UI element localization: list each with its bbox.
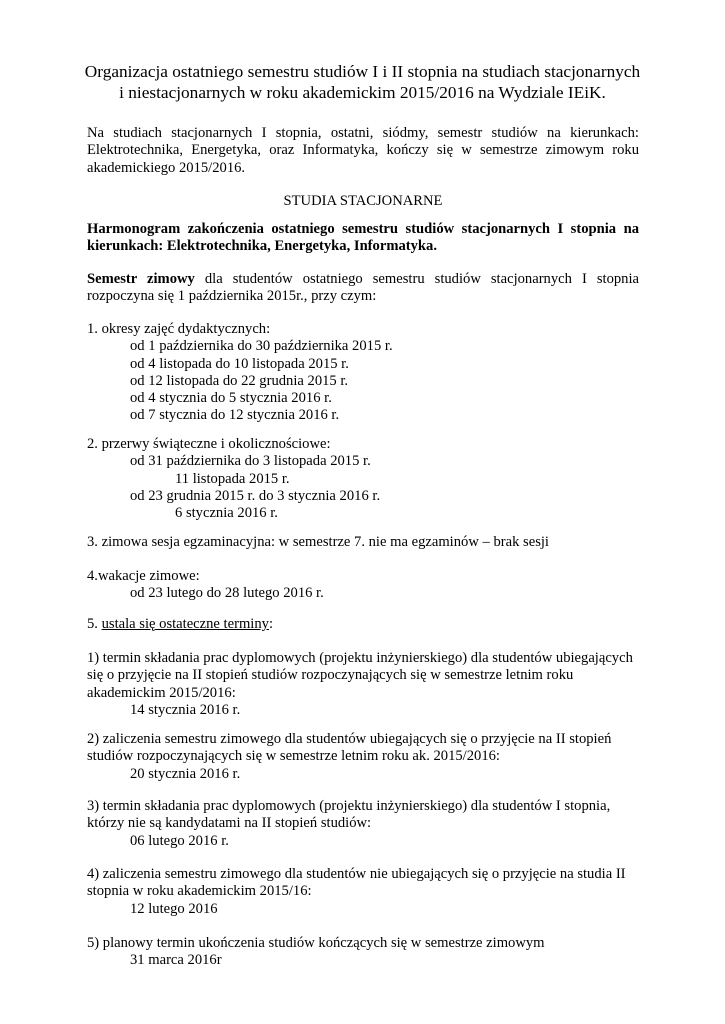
deadline-2-line-1: 2) zaliczenia semestru zimowego dla studentów ubiegających się o przyjęcie na II stopień — [87, 731, 612, 747]
deadline-5-date: 31 marca 2016r — [130, 952, 222, 969]
period-3: od 12 listopada do 22 grudnia 2015 r. — [130, 372, 349, 389]
schedule-heading-line-1: Harmonogram zakończenia ostatniego semestru studiów stacjonarnych I stopnia na — [87, 221, 639, 237]
period-4: od 4 stycznia do 5 stycznia 2016 r. — [130, 390, 332, 407]
deadline-1-line-2: się o przyjęcie na II stopień studiów rozpoczynających się w semestrze letnim roku — [87, 667, 574, 684]
item-1 — [87, 321, 639, 425]
title-line-1: Organizacja ostatniego semestru studiów I i II stopnia na studiach stacjonarnych — [84, 62, 641, 81]
winter-semester-line-1 — [87, 271, 639, 288]
winter-semester-line-2: rozpoczyna się 1 października 2015r., przy czym: — [87, 288, 377, 305]
break-3: od 23 grudnia 2015 r. do 3 stycznia 2016 r. — [130, 487, 381, 504]
winter-semester-label: Semestr zimowy — [87, 271, 195, 287]
deadline-4-date: 12 lutego 2016 — [130, 900, 218, 917]
deadline-4-line-1: 4) zaliczenia semestru zimowego dla studentów nie ubiegających się o przyjęcie na studia II — [87, 866, 626, 882]
deadline-1-date: 14 stycznia 2016 r. — [130, 701, 241, 718]
winter-semester-line-1-rest: dla studentów ostatniego semestru studiów stacjonarnych I stopnia — [194, 271, 639, 287]
deadline-3-line-2: którzy nie są kandydatami na II stopień studiów: — [87, 815, 372, 832]
deadline-1-line-1: 1) termin składania prac dyplomowych (projektu inżynierskiego) dla studentów ubiegających — [87, 650, 633, 666]
item-5-prefix: 5. — [87, 616, 102, 632]
deadline-5-line-1: 5) planowy termin ukończenia studiów kończących się w semestrze zimowym — [87, 935, 545, 951]
deadline-4 — [87, 866, 639, 918]
item-2 — [87, 436, 639, 522]
deadline-2-line-2: studiów rozpoczynających się w semestrze letnim roku ak. 2015/2016: — [87, 748, 500, 765]
item-5-underlined: ustala się ostateczne terminy — [101, 616, 269, 632]
item-3: 3. zimowa sesja egzaminacyjna: w semestrze 7. nie ma egzaminów – brak sesji — [87, 534, 549, 550]
deadline-5 — [87, 935, 639, 970]
deadline-2 — [87, 731, 639, 783]
title-line-2: i niestacjonarnych w roku akademickim 2015/2016 na Wydziale IEiK. — [119, 82, 606, 102]
item-2-label: 2. przerwy świąteczne i okolicznościowe: — [87, 436, 331, 452]
intro-line-3: akademickiego 2015/2016. — [87, 159, 246, 176]
item-5 — [87, 616, 639, 633]
period-1: od 1 października do 30 października 2015 r. — [130, 338, 393, 355]
break-1: od 31 października do 3 listopada 2015 r. — [130, 453, 371, 470]
document-title — [80, 62, 645, 103]
break-4: 6 stycznia 2016 r. — [175, 505, 278, 522]
intro-line-2: Elektrotechnika, Energetyka, oraz Informatyka, kończy się w semestrze zimowym roku — [87, 142, 639, 159]
deadline-3 — [87, 798, 639, 850]
deadline-1 — [87, 650, 639, 719]
item-4 — [87, 568, 639, 603]
schedule-heading — [87, 221, 639, 256]
intro-line-1: Na studiach stacjonarnych I stopnia, ostatni, siódmy, semestr studiów na kierunkach: — [87, 125, 639, 141]
deadline-3-date: 06 lutego 2016 r. — [130, 832, 229, 849]
intro-paragraph — [87, 125, 639, 177]
winter-semester-paragraph — [87, 271, 639, 306]
period-5: od 7 stycznia do 12 stycznia 2016 r. — [130, 407, 340, 424]
item-4-value: od 23 lutego do 28 lutego 2016 r. — [130, 585, 324, 602]
period-2: od 4 listopada do 10 listopada 2015 r. — [130, 355, 349, 372]
break-2: 11 listopada 2015 r. — [175, 470, 290, 487]
deadline-1-line-3: akademickim 2015/2016: — [87, 684, 236, 701]
schedule-heading-line-2: kierunkach: Elektrotechnika, Energetyka, Informatyka. — [87, 238, 437, 255]
deadline-3-line-1: 3) termin składania prac dyplomowych (projektu inżynierskiego) dla studentów I stopnia, — [87, 798, 611, 814]
item-4-label: 4.wakacje zimowe: — [87, 568, 200, 584]
item-5-suffix: : — [268, 616, 274, 632]
deadline-2-date: 20 stycznia 2016 r. — [130, 765, 241, 782]
item-1-label: 1. okresy zajęć dydaktycznych: — [87, 321, 271, 337]
section-heading: STUDIA STACJONARNE — [283, 193, 443, 209]
deadline-4-line-2: stopnia w roku akademickim 2015/16: — [87, 883, 312, 900]
